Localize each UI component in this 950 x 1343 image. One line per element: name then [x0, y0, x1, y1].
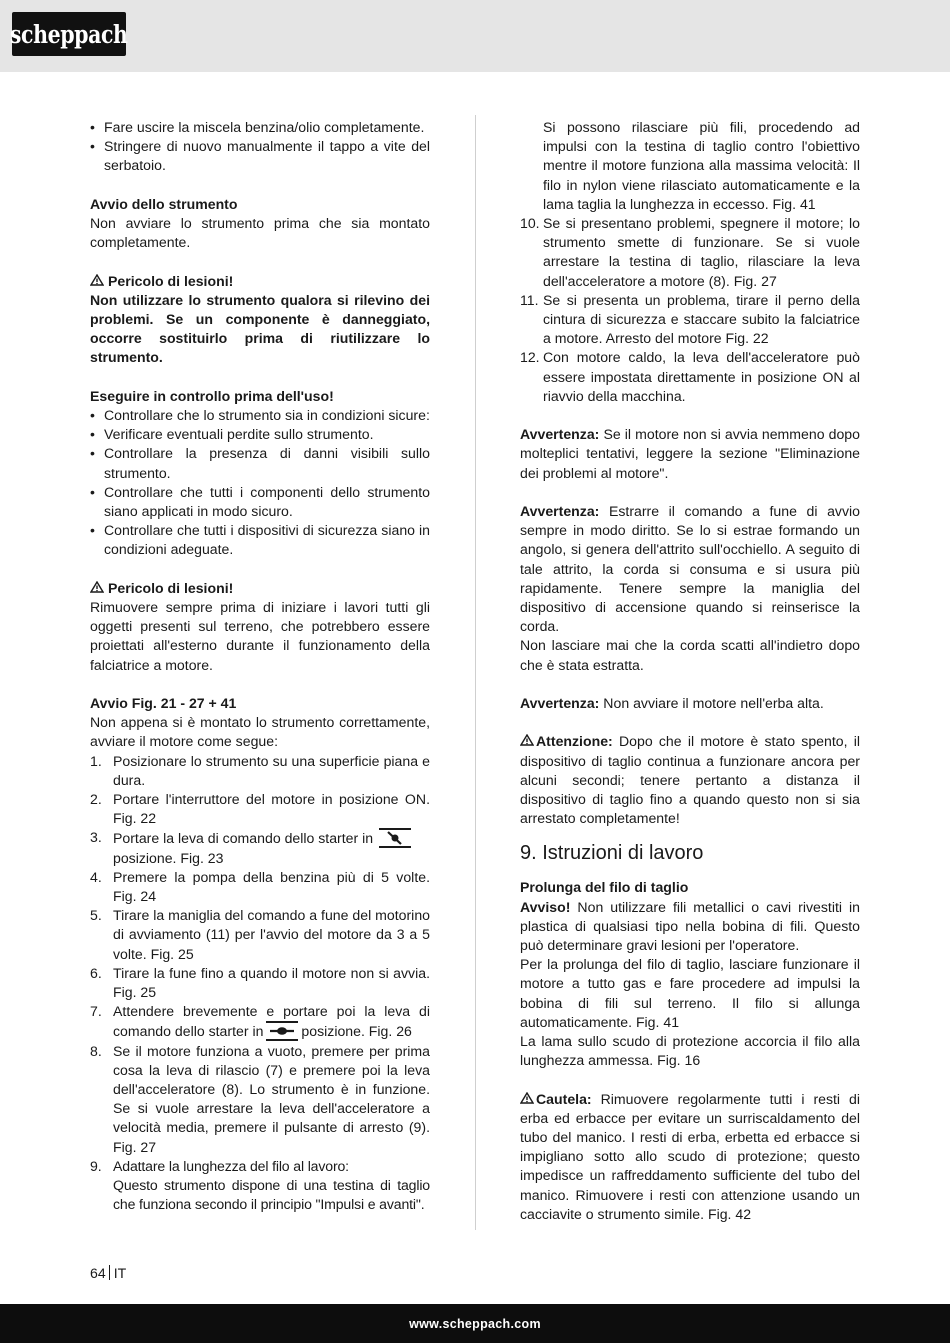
scheppach-logo: scheppach [12, 12, 126, 56]
subsection-heading: Prolunga del filo di taglio [520, 879, 689, 896]
paragraph: La lama sullo scudo di protezione accorcia il filo alla lunghezza ammessa. Fig. 16 [520, 1033, 860, 1069]
paragraph: Per la prolunga del filo di taglio, lasciare funzionare il motore a tutto gas e fare procedere ad impulsi la bobina di fili sul terreno. Il filo si allunga automaticamente. Fig. 41 [520, 956, 860, 1030]
step-item: 7. Attendere brevemente e portare poi la leva di comando dello starter in posizione. Fig. 26 [90, 1003, 430, 1040]
warning-triangle-icon [520, 1090, 534, 1109]
list-item: • Controllare che tutti i componenti dello strumento siano applicati in modo sicuro. [90, 483, 430, 521]
header-band [0, 0, 950, 72]
website-link[interactable]: www.scheppach.com [409, 1316, 541, 1331]
section-heading: Eseguire in controllo prima dell'uso! [90, 387, 334, 404]
list-item: • Controllare che tutti i dispositivi di sicurezza siano in condizioni adeguate. [90, 521, 430, 559]
choke-closed-icon [379, 828, 411, 848]
step-item: 6. Tirare la fune fino a quando il motore non si avvia. Fig. 25 [90, 964, 430, 1001]
left-column [90, 118, 430, 1215]
warning-triangle-icon [520, 732, 534, 751]
paragraph: Rimuovere sempre prima di iniziare i lavori tutti gli oggetti presenti sul terreno, che potrebbero essere proiettati all'esterno durante il funzionamento della falciatrice a motore. [90, 599, 430, 673]
step-item: 2. Portare l'interruttore del motore in posizione ON. Fig. 22 [90, 791, 430, 827]
step-item: 8. Se il motore funziona a vuoto, premere per prima cosa la leva di rilascio (7) e premere poi la leva dell'acceleratore (8). Lo strumento è in funzione. Se si vuole arrestare la leva dell'acceleratore a velocità media, premere il pulsante di arresto (9). Fig. 27 [90, 1042, 430, 1155]
warning-triangle-icon [90, 272, 104, 291]
paragraph: Non avviare lo strumento prima che sia montato completamente. [90, 215, 430, 251]
list-item: • Stringere di nuovo manualmente il tappo a vite del serbatoio. [90, 137, 430, 175]
step-item: 9. Adattare la lunghezza del filo al lavoro: Questo strumento dispone di una testina di taglio che funziona secondo il principio "Impulsi e avanti". [90, 1157, 430, 1213]
step-item: 4. Premere la pompa della benzina più di 5 volte. Fig. 24 [90, 868, 430, 905]
list-item: • Controllare che lo strumento sia in condizioni sicure: [90, 406, 430, 425]
choke-open-icon [266, 1021, 298, 1041]
list-item: • Fare uscire la miscela benzina/olio completamente. [90, 118, 430, 137]
section-heading: Avvio dello strumento [90, 195, 238, 212]
note-paragraph: Avviso! Non utilizzare fili metallici o cavi rivestiti in plastica di qualsiasi tipo nella bobina di fili. Questo può determinare gravi lesioni per l'operatore. [520, 898, 860, 954]
step-item: 12. Con motore caldo, la leva dell'acceleratore può essere impostata direttamente in posizione ON al riavvio della macchina. [520, 349, 860, 404]
note-paragraph: Avvertenza: Estrarre il comando a fune di avvio sempre in modo diritto. Se lo si estrae formando un angolo, si genera dell'attrito sull'occhiello. A seguito di tale attrito, la corda si consuma e si usura più rapidamente. Tenere sempre la maniglia del dispositivo di accensione quando si reinserisce la corda. [520, 503, 860, 635]
warning-heading: Pericolo di lesioni! [90, 272, 430, 291]
step-item: 5. Tirare la maniglia del comando a fune del motorino di avviamento (11) per l'avvio del motore da 3 a 5 volte. Fig. 25 [90, 907, 430, 962]
footer-band [0, 1304, 950, 1343]
caution-paragraph: Cautela: Rimuovere regolarmente tutti i resti di erba ed erbacce per evitare un surriscaldamento del tubo del manico. I resti di erba, erbetta ed erbacce si impigliano sotto allo scudo di protezione; questo impedisce un raffreddamento sufficiente del tubo del manico. Rimuovere i resti con attenzione usando un cacciavite o strumento simile. Fig. 42 [520, 1090, 860, 1222]
list-item: • Controllare la presenza di danni visibili sullo strumento. [90, 444, 430, 482]
step-item: 11. Se si presenta un problema, tirare il perno della cintura di sicurezza e staccare subito la falciatrice a motore. Arresto del motore Fig. 22 [520, 291, 860, 347]
warning-text: Non utilizzare lo strumento qualora si rilevino dei problemi. Se un componente è danneggiato, occorre sostituirlo prima di riutilizzare lo strumento. [90, 291, 430, 366]
column-divider [475, 115, 476, 1230]
page-number: 64 IT [90, 1265, 127, 1281]
right-column [520, 118, 860, 1224]
paragraph: Non lasciare mai che la corda scatti all'indietro dopo che è stata estratta. [520, 637, 860, 673]
warning-triangle-icon [90, 579, 104, 598]
step-item: 10. Se si presentano problemi, spegnere il motore; lo strumento smette di funzionare. Se si vuole arrestare la testina di taglio, rilasciare la leva dell'acceleratore a motore (8). Fig. 27 [520, 215, 860, 289]
section-title: 9. Istruzioni di lavoro [520, 842, 704, 865]
list-item: • Verificare eventuali perdite sullo strumento. [90, 425, 430, 444]
section-heading: Avvio Fig. 21 - 27 + 41 [90, 695, 237, 712]
attention-paragraph: Attenzione: Dopo che il motore è stato spento, il dispositivo di taglio continua a funzionare ancora per alcuni secondi; tenere pertanto a distanza il dispositivo di taglio fino a quando questo non si sia arrestato completamente! [520, 733, 860, 827]
paragraph: Si possono rilasciare più fili, procedendo ad impulsi con la testina di taglio contro l'obiettivo mentre il motore funziona alla massima velocità: Il filo in nylon viene rilasciato automaticamente e la lama taglia la lunghezza in eccesso. Fig. 41 [543, 119, 860, 212]
step-item: 1. Posizionare lo strumento su una superficie piana e dura. [90, 752, 430, 788]
step-item: 3. Portare la leva di comando dello starter in posizione. Fig. 23 [90, 828, 430, 867]
warning-heading: Pericolo di lesioni! [90, 579, 430, 598]
note-paragraph: Avvertenza: Non avviare il motore nell'erba alta. [520, 695, 824, 712]
note-paragraph: Avvertenza: Se il motore non si avvia nemmeno dopo molteplici tentativi, leggere la sezione "Eliminazione dei problemi al motore". [520, 426, 860, 481]
paragraph: Non appena si è montato lo strumento correttamente, avviare il motore come segue: [90, 714, 430, 750]
